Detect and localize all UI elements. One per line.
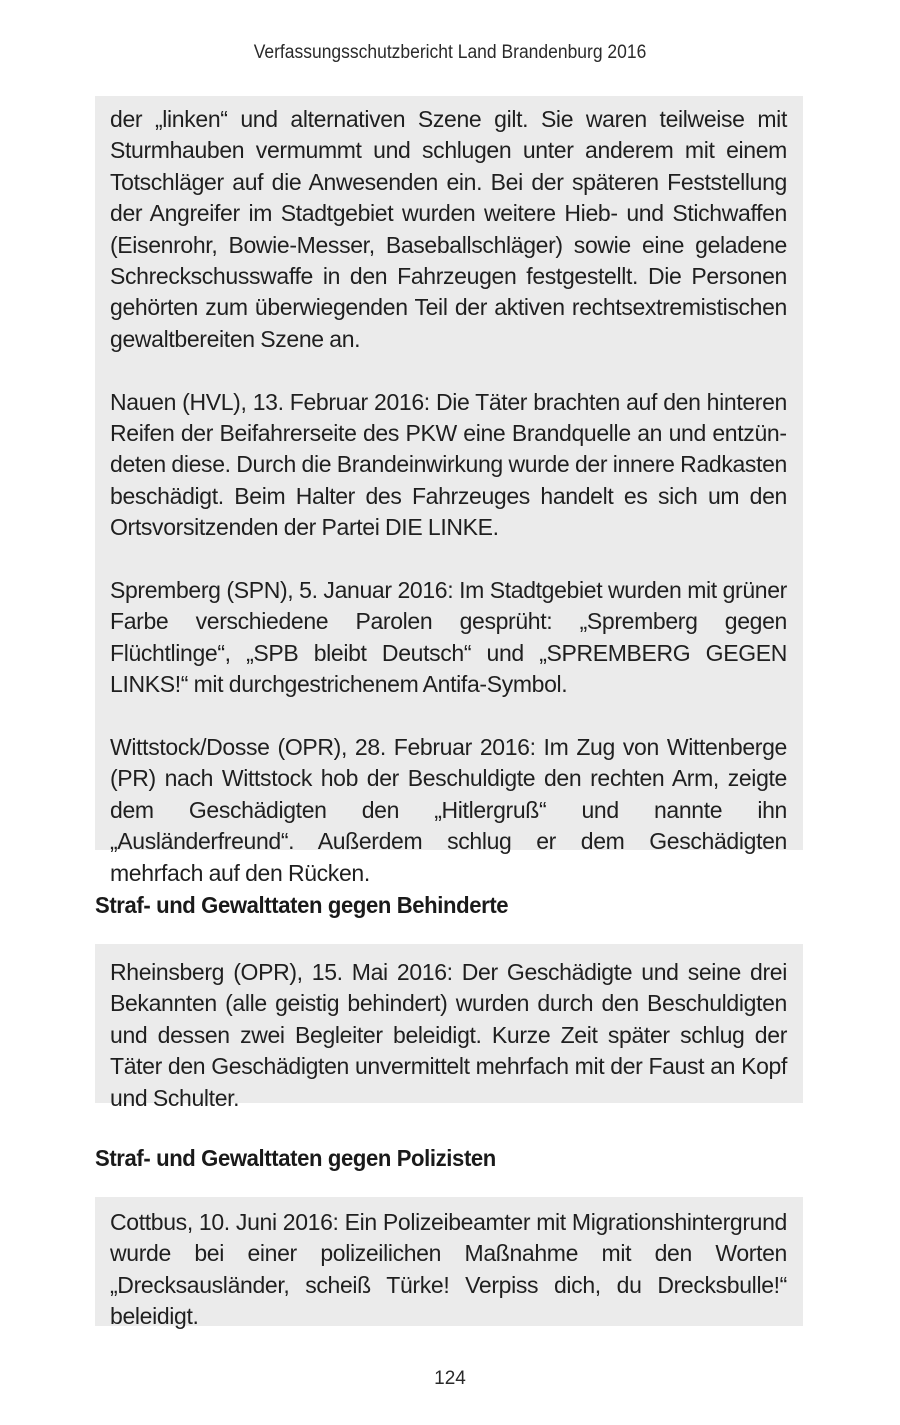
incident-paragraph-spremberg: Spremberg (SPN), 5. Januar 2016: Im Stadtgebiet wurden mit grüner Farbe verschiedene Parolen gesprüht: „Spremberg gegen Flüchtlinge“, „SPB bleibt Deutsch“ und „SPREMBERG GEGEN LINKS!“ mit durchgestrichenem Antifa-Symbol. <box>110 577 787 698</box>
incident-box-polizisten <box>95 1197 803 1330</box>
incident-box-rechts <box>95 96 803 886</box>
incident-paragraph-nauen: Nauen (HVL), 13. Februar 2016: Die Täter brachten auf den hinteren Reifen der Beifahrerseite des PKW eine Brandquelle an und entzündeten diese. Durch die Brandeinwirkung wurde der innere Radkasten beschädigt. Beim Halter des Fahrzeuges handelt es sich um den Ortsvorsitzenden der Partei DIE LINKE. <box>110 388 787 541</box>
section-heading-polizisten: Straf- und Gewalttaten gegen Polizisten <box>95 1145 496 1171</box>
running-header: Verfassungsschutzbericht Land Brandenburg 2016 <box>253 42 647 63</box>
incident-paragraph-wittstock: Wittstock/Dosse (OPR), 28. Februar 2016: Im Zug von Wittenberge (PR) nach Wittstock hob der Beschuldigte den rechten Arm, zeigte dem Geschädigten den „Hitlergruß“ und nannte ihn „Ausländerfreund“. Außerdem schlug er dem Geschädigten mehrfach auf den Rücken. <box>110 734 787 886</box>
incident-paragraph-rheinsberg: Rheinsberg (OPR), 15. Mai 2016: Der Geschädigte und seine drei Bekannten (alle geistig behindert) wurden durch den Beschuldigten und dessen zwei Begleiter beleidigt. Kurze Zeit später schlug der Täter den Geschädigten unvermittelt mehrfach mit der Faust an Kopf und Schulter. <box>110 959 787 1111</box>
incident-paragraph-cottbus: Cottbus, 10. Juni 2016: Ein Polizeibeamter mit Migrationshintergrund wurde bei einer polizeilichen Maßnahme mit den Worten „Drecksausländer, scheiß Türke! Verpiss dich, du Drecksbulle!“ beleidigt. <box>110 1209 787 1330</box>
page-number: 124 <box>434 1368 466 1389</box>
incident-paragraph: der „linken“ und alternativen Szene gilt. Sie waren teilweise mit Sturmhauben vermummt und schlugen unter anderem mit einem Totschläger auf die Anwesenden ein. Bei der späteren Feststellung der Angreifer im Stadtgebiet wurden weitere Hieb- und Stichwaffen (Eisenrohr, Bowie-Messer, Baseballschläger) sowie eine geladene Schreckschusswaffe in den Fahrzeugen festgestellt. Die Personen gehörten zum überwiegenden Teil der aktiven rechtsextremistischen gewaltbereiten Szene an. <box>110 106 787 352</box>
incident-box-behinderte <box>95 944 803 1111</box>
section-heading-behinderte: Straf- und Gewalttaten gegen Behinderte <box>95 892 509 918</box>
